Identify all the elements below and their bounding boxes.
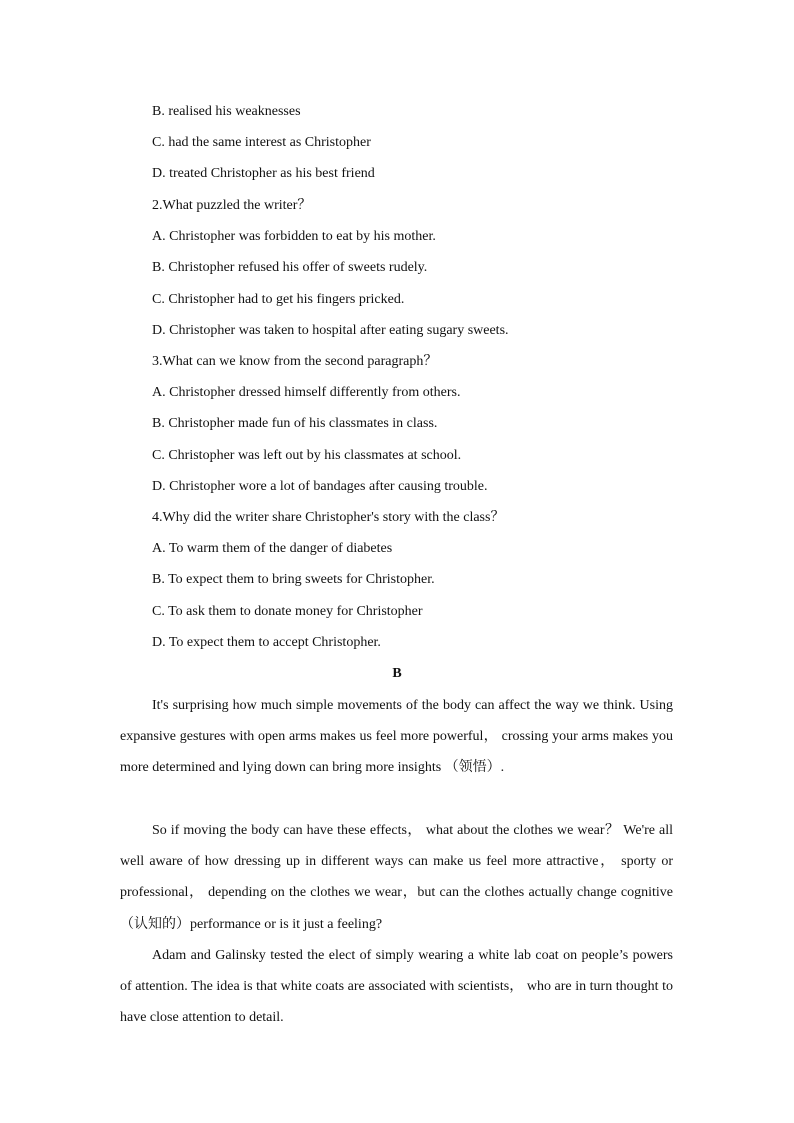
q3-option-a: A. Christopher dressed himself differently from others. xyxy=(152,385,461,400)
q2-option-c: C. Christopher had to get his fingers pricked. xyxy=(152,292,405,307)
q1-option-c: C. had the same interest as Christopher xyxy=(152,135,371,150)
q3-option-c: C. Christopher was left out by his classmates at school. xyxy=(152,448,462,463)
q2-option-d: D. Christopher was taken to hospital after eating sugary sweets. xyxy=(152,323,509,338)
section-b-paragraph-3: Adam and Galinsky tested the elect of simply wearing a white lab coat on people’s powers of attention. The idea is that white coats are associated with scientists， who are in turn thought to have close attention to detail. xyxy=(120,948,673,1026)
q3-option-b: B. Christopher made fun of his classmates in class. xyxy=(152,416,438,431)
q4-option-d: D. To expect them to accept Christopher. xyxy=(152,635,381,650)
section-b-paragraph-2: So if moving the body can have these effects， what about the clothes we wear？ We're all well aware of how dressing up in different ways can make us feel more attractive， sporty or professional， depending on the clothes we wear，but can the clothes actually change cognitive （认知的）performance or is it just a feeling? xyxy=(120,823,673,932)
q4-option-a: A. To warm them of the danger of diabetes xyxy=(152,541,393,556)
section-b-heading: B xyxy=(392,666,402,681)
q3-option-d: D. Christopher wore a lot of bandages after causing trouble. xyxy=(152,479,488,494)
q1-option-b: B. realised his weaknesses xyxy=(152,104,301,119)
section-b-paragraph-1: It's surprising how much simple movements of the body can affect the way we think. Using expansive gestures with open arms makes us feel more powerful， crossing your arms makes you more determined and lying down can bring more insights （领悟）. xyxy=(120,698,673,776)
q2-option-a: A. Christopher was forbidden to eat by his mother. xyxy=(152,229,436,244)
q3-stem: 3.What can we know from the second paragraph？ xyxy=(152,354,438,369)
q4-option-c: C. To ask them to donate money for Christopher xyxy=(152,604,423,619)
q2-option-b: B. Christopher refused his offer of sweets rudely. xyxy=(152,260,428,275)
q1-option-d: D. treated Christopher as his best friend xyxy=(152,166,375,181)
q4-option-b: B. To expect them to bring sweets for Christopher. xyxy=(152,572,435,587)
q4-stem: 4.Why did the writer share Christopher's story with the class？ xyxy=(152,510,505,525)
q2-stem: 2.What puzzled the writer？ xyxy=(152,198,312,213)
